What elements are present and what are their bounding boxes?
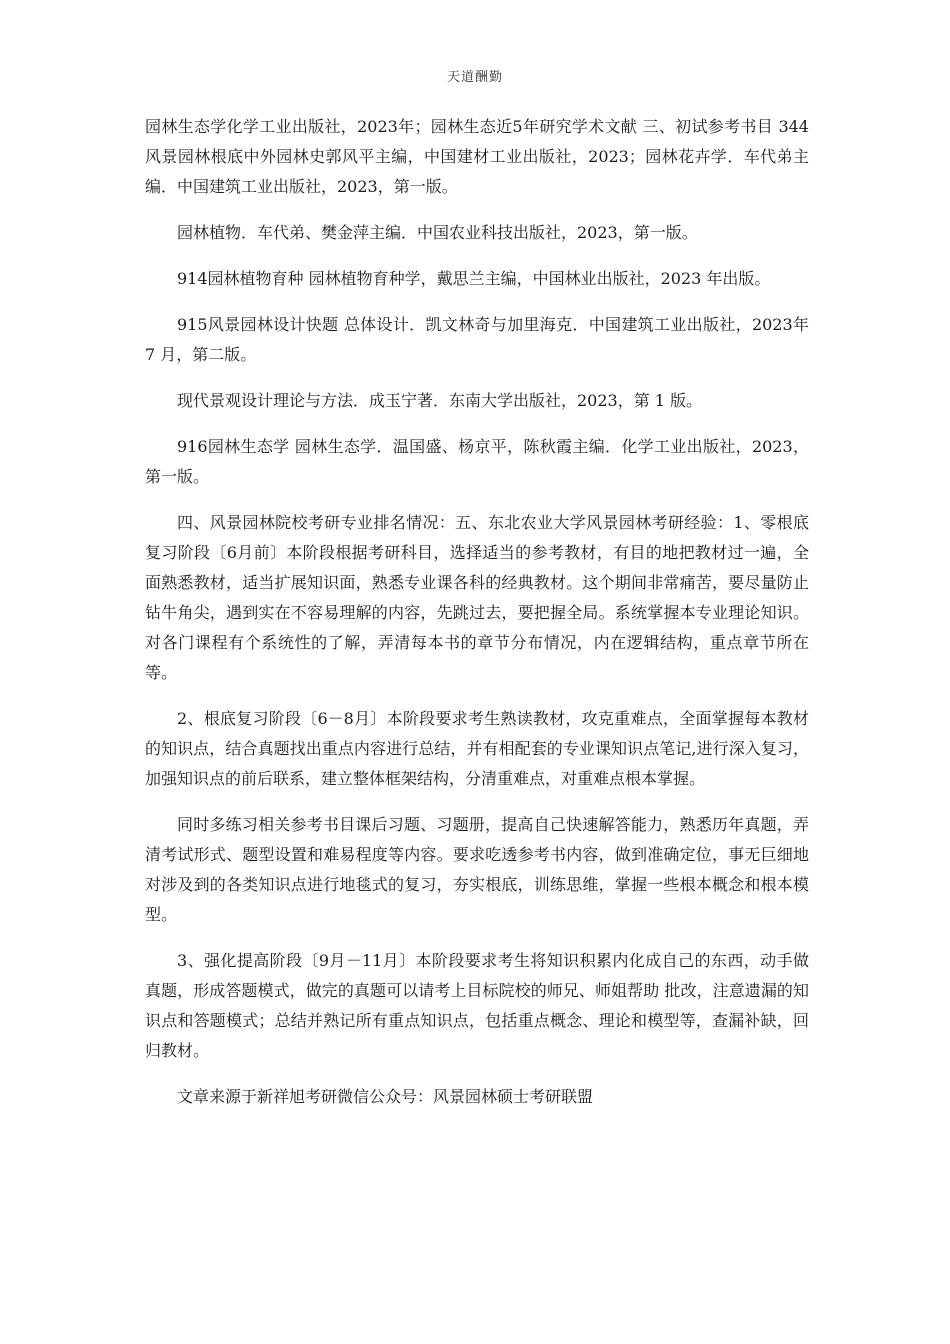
page-header: 天道酬勤 <box>446 70 503 85</box>
paragraph-landscape-theory: 现代景观设计理论与方法．成玉宁著．东南大学出版社，2023，第 1 版。 <box>177 391 703 410</box>
paragraph-stage-two: 2、根底复习阶段〔6－8月〕本阶段要求考生熟读教材，攻克重难点，全面掌握每本教材的知识点，结合真题找出重点内容进行总结，并有相配套的专业课知识点笔记,进行深入复习，加强知识点的前后联系，建立整体框架结构，分清重难点，对重难点根本掌握。 <box>145 709 809 788</box>
paragraph-914-breeding: 914园林植物育种 园林植物育种学，戴思兰主编，中国林业出版社，2023 年出版。 <box>177 269 771 288</box>
paragraph-practice: 同时多练习相关参考书目课后习题、习题册，提高自己快速解答能力，熟悉历年真题，弄清考试形式、题型设置和难易程度等内容。要求吃透参考书内容，做到准确定位，事无巨细地对涉及到的各类知识点进行地毯式的复习，夯实根底，训练思维，掌握一些根本概念和根本模型。 <box>145 815 809 924</box>
paragraph-stage-one: 四、风景园林院校考研专业排名情况：五、东北农业大学风景园林考研经验：1、零根底复习阶段〔6月前〕本阶段根据考研科目，选择适当的参考教材，有目的地把教材过一遍，全面熟悉教材，适当扩展知识面，熟悉专业课各科的经典教材。这个期间非常痛苦，要尽量防止钻牛角尖，遇到实在不容易理解的内容，先跳过去，要把握全局。系统掌握本专业理论知识。对各门课程有个系统性的了解，弄清每本书的章节分布情况，内在逻辑结构，重点章节所在等。 <box>145 513 809 682</box>
paragraph-stage-three: 3、强化提高阶段〔9月－11月〕本阶段要求考生将知识积累内化成自己的东西，动手做真题，形成答题模式，做完的真题可以请考上目标院校的师兄、师姐帮助 批改，注意遗漏的知识点和答题模式；总结并熟记所有重点知识点，包括重点概念、理论和模型等，查漏补缺，回归教材。 <box>145 951 809 1060</box>
paragraph-booklist-continued: 园林生态学化学工业出版社，2023年；园林生态近5年研究学术文献 三、初试参考书目 344风景园林根底中外园林史郭风平主编，中国建材工业出版社，2023；园林花卉学．车代弟主编．中国建筑工业出版社，2023，第一版。 <box>145 117 809 196</box>
document-body <box>145 112 809 1128</box>
paragraph-source: 文章来源于新祥旭考研微信公众号：风景园林硕士考研联盟 <box>177 1087 594 1106</box>
paragraph-915-design: 915风景园林设计快题 总体设计．凯文林奇与加里海克．中国建筑工业出版社，2023年 7 月，第二版。 <box>145 315 809 364</box>
paragraph-garden-plants: 园林植物．车代弟、樊金萍主编．中国农业科技出版社，2023，第一版。 <box>177 223 698 242</box>
paragraph-916-ecology: 916园林生态学 园林生态学．温国盛、杨京平，陈秋霞主编．化学工业出版社，2023，第一版。 <box>145 437 809 486</box>
